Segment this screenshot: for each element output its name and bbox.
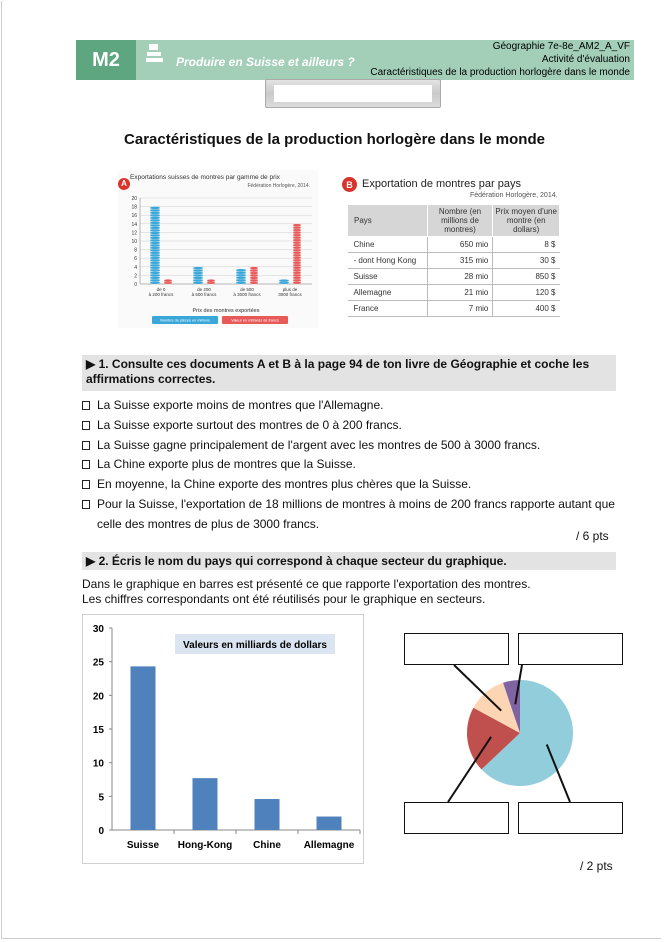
table-cell: 315 mio — [427, 253, 493, 269]
answer-box-top-right[interactable] — [518, 633, 623, 665]
table-cell: 400 $ — [493, 301, 560, 317]
x-tick-label: à 3000 francs — [233, 292, 261, 297]
x-tick-label: de 200 — [197, 287, 211, 292]
x-tick-label: de 500 — [240, 287, 254, 292]
module-tab: M2 — [76, 40, 136, 80]
bar-count — [150, 207, 160, 284]
y-tick-label: 25 — [92, 657, 104, 669]
checkbox-item[interactable] — [82, 436, 622, 456]
bar-suisse — [131, 666, 156, 830]
bar-chine — [255, 799, 280, 830]
table-header: Pays — [348, 205, 428, 237]
checkbox-label: La Suisse gagne principalement de l'argent avec les montres de 500 à 3000 francs. — [97, 437, 541, 452]
answer-box-bottom-left[interactable] — [404, 802, 509, 834]
table-cell: 120 $ — [493, 285, 560, 301]
y-tick-label: 20 — [92, 691, 104, 703]
bar-value — [250, 267, 258, 284]
bar-allemagne — [317, 817, 342, 830]
table-row — [348, 253, 560, 269]
checkbox-item[interactable] — [82, 495, 622, 535]
table-cell: Chine — [348, 237, 428, 253]
x-tick-label: Hong-Kong — [177, 840, 233, 851]
intro-line-2: Les chiffres correspondants ont été réutilisés pour le graphique en secteurs. — [82, 592, 486, 606]
doc-b-badge: B — [342, 177, 357, 192]
checkbox-label: La Suisse exporte moins de montres que l'Allemagne. — [97, 398, 384, 412]
checkbox-list — [82, 396, 622, 535]
doc-b-title: Exportation de montres par pays — [362, 178, 521, 190]
y-tick-label: 0 — [134, 282, 137, 288]
bar-count — [193, 267, 203, 284]
bar-chart — [82, 614, 364, 864]
doc-a-chart — [118, 170, 318, 328]
answer-box-bottom-right[interactable] — [518, 802, 623, 834]
module-subtitle: Produire en Suisse et ailleurs ? — [176, 55, 355, 69]
pie-area — [400, 626, 630, 838]
checkbox-label: La Chine exporte plus de montres que la Suisse. — [97, 457, 356, 472]
checkbox-label: En moyenne, la Chine exporte des montres plus chères que la Suisse. — [97, 477, 472, 492]
checkbox[interactable] — [82, 500, 90, 509]
bar-count — [279, 280, 289, 284]
x-tick-label: Allemagne — [303, 840, 355, 851]
x-tick-label: Chine — [253, 840, 281, 851]
table-row — [348, 237, 560, 253]
y-tick-label: 15 — [92, 725, 104, 736]
y-tick-label: 2 — [134, 273, 137, 280]
checkbox[interactable] — [82, 460, 90, 469]
doc-b-table — [347, 204, 560, 317]
table-cell: Suisse — [348, 269, 428, 285]
checkbox-item[interactable] — [82, 455, 622, 475]
y-tick-label: 10 — [92, 758, 104, 770]
table-cell: Allemagne — [348, 285, 428, 301]
legend-label: Valeur en milliards de francs — [231, 318, 279, 323]
x-tick-label: plus de — [282, 287, 298, 292]
x-tick-label: à 200 francs — [148, 292, 174, 297]
checkbox-item[interactable] — [82, 475, 622, 495]
y-tick-label: 8 — [134, 247, 137, 254]
table-cell: 28 mio — [427, 269, 493, 285]
y-tick-label: 5 — [98, 792, 104, 804]
doc-b-source: Fédération Horlogère, 2014. — [470, 192, 558, 199]
header-line-3: Caractéristiques de la production horlogère dans le monde — [370, 67, 630, 78]
y-tick-label: 30 — [92, 624, 104, 635]
x-tick-label: Suisse — [126, 840, 160, 851]
checkbox-label: Pour la Suisse, l'exportation de 18 millions de montres à moins de 200 francs rapporte autant que celle des montres de plus de 3000 francs. — [97, 496, 615, 531]
doc-a-badge: A — [118, 173, 130, 191]
points-q1: / 6 pts — [576, 529, 609, 543]
header-info — [370, 40, 630, 79]
x-axis-label: Prix des montres exportées — [192, 308, 260, 314]
table-row — [348, 285, 560, 301]
table-cell: - dont Hong Kong — [348, 253, 428, 269]
intro-line-1: Dans le graphique en barres est présenté ce que rapporte l'exportation des montres. — [82, 577, 531, 591]
table-header: Prix moyen d'une montre (en dollars) — [493, 205, 560, 237]
y-tick-label: 14 — [131, 221, 137, 228]
question-2-intro — [82, 577, 531, 607]
table-cell: 850 $ — [493, 269, 560, 285]
bar-value — [293, 224, 301, 284]
doc-a-svg — [118, 170, 318, 328]
bar-value — [207, 280, 215, 284]
question-1-title: ▶ 1. Consulte ces documents A et B à la page 94 de ton livre de Géographie et coche les affirmations correctes. — [82, 355, 616, 391]
y-tick-label: 20 — [131, 196, 137, 202]
book-stack-icon — [145, 43, 165, 65]
checkbox[interactable] — [82, 480, 90, 489]
checkbox-item[interactable] — [82, 416, 622, 436]
table-cell: 650 mio — [427, 237, 493, 253]
checkbox-label: La Suisse exporte surtout des montres de 0 à 200 francs. — [97, 417, 402, 432]
bar-value — [164, 280, 172, 284]
checkbox[interactable] — [82, 421, 90, 430]
table-cell: 30 $ — [493, 253, 560, 269]
y-tick-label: 0 — [98, 826, 104, 837]
doc-a-title: Exportations suisses de montres par gamme de prix — [130, 174, 280, 181]
legend-label: Nombre de pièces en millions — [160, 318, 210, 323]
y-tick-label: 12 — [131, 230, 137, 237]
table-cell: 8 $ — [493, 237, 560, 253]
table-cell: France — [348, 301, 428, 317]
question-2-title: ▶ 2. Écris le nom du pays qui correspond à chaque secteur du graphique. — [82, 552, 616, 570]
doc-a-source: Fédération Horlogère, 2014. — [247, 183, 310, 189]
checkbox-item[interactable] — [82, 396, 622, 416]
y-tick-label: 4 — [134, 264, 137, 271]
x-tick-label: de 0 — [156, 287, 166, 292]
y-tick-label: 10 — [131, 239, 137, 245]
checkbox[interactable] — [82, 401, 90, 410]
table-header: Nombre (en millions de montres) — [427, 205, 493, 237]
checkbox[interactable] — [82, 441, 90, 450]
y-tick-label: 6 — [134, 256, 137, 263]
header-line-2: Activité d'évaluation — [541, 54, 630, 65]
y-tick-label: 18 — [131, 204, 137, 211]
table-cell: 21 mio — [427, 285, 493, 301]
bar-hong-kong — [193, 778, 218, 830]
x-tick-label: 3000 francs — [278, 292, 302, 297]
header-line-1: Géographie 7e-8e_AM2_A_VF — [492, 41, 630, 52]
table-row — [348, 301, 560, 317]
table-row — [348, 269, 560, 285]
bar-count — [236, 269, 246, 284]
page-title: Caractéristiques de la production horlogère dans le monde — [124, 131, 545, 148]
y-tick-label: 16 — [131, 213, 137, 220]
module-header — [76, 40, 634, 80]
answer-box-top-left[interactable] — [404, 633, 509, 665]
chart-title: Valeurs en milliards de dollars — [183, 640, 327, 651]
table-cell: 7 mio — [427, 301, 493, 317]
name-field[interactable] — [265, 79, 441, 108]
x-tick-label: à 500 francs — [191, 292, 217, 297]
points-q2: / 2 pts — [580, 859, 613, 873]
